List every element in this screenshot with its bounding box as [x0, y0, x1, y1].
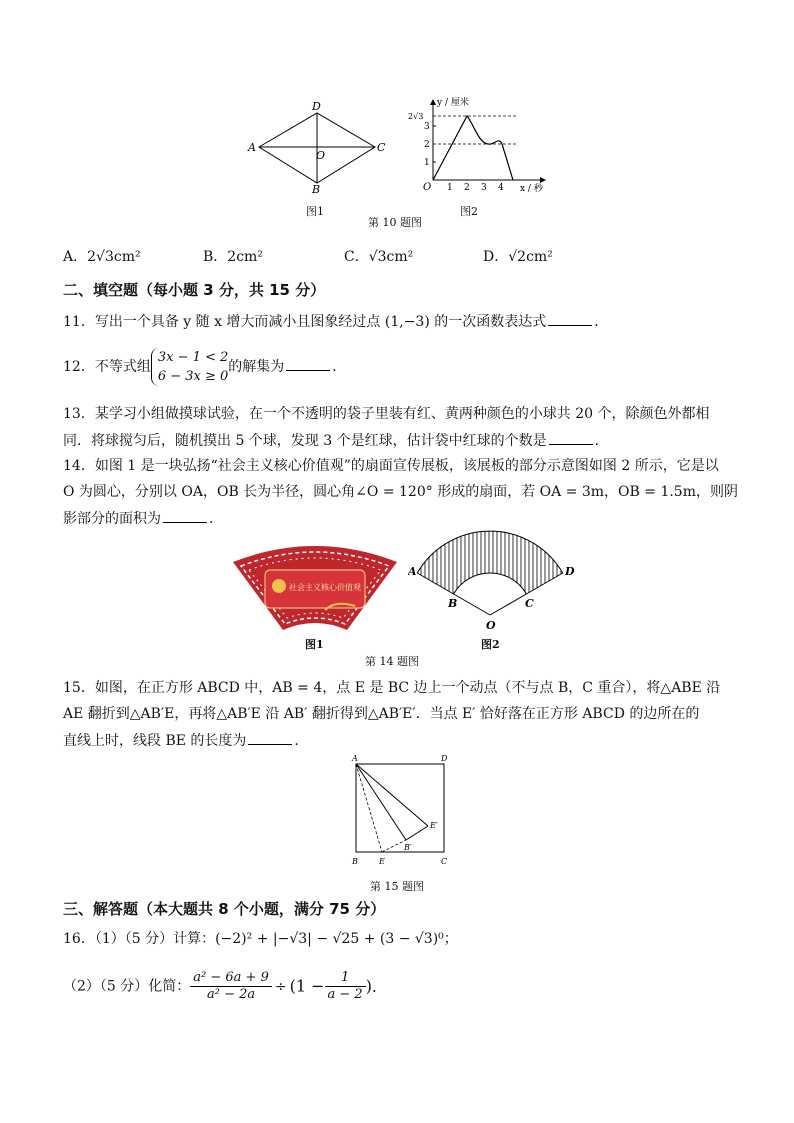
q13-end: ． [594, 433, 609, 449]
q15-caption: 第 15 题图 [370, 880, 424, 893]
q11 [63, 311, 608, 332]
q12-inequality-system [151, 348, 228, 386]
q14-line2: O 为圆心，分别以 OA，OB 长为半径，圆心角∠O = 120° 形成的扇面，若 OA = 3m，OB = 1.5m，则阴 [63, 484, 738, 500]
q10-ytick-1: 1 [424, 158, 430, 168]
q16-part1: 16．（1）（5 分）计算：(−2)² + |−√3| − √25 + (3 − √3)⁰； [63, 931, 458, 947]
q10-fig2-graph [405, 96, 555, 192]
q14-fig1-fan-board [225, 540, 405, 640]
q14-fig2-label-B: B [448, 597, 458, 610]
q10-option-d[interactable] [483, 246, 553, 266]
q15-label-E: E [379, 857, 385, 866]
q10-xtick-4: 4 [498, 183, 504, 192]
q15-answer-blank[interactable] [248, 730, 292, 745]
q10-option-b-text: 2cm² [227, 249, 263, 265]
q10-ytick-2: 2 [424, 140, 430, 150]
q12-ineq-2: 6 − 3x ≥ 0 [157, 369, 229, 384]
q15-end: ． [294, 733, 309, 749]
q11-end: ． [594, 314, 609, 330]
q10-group-caption: 第 10 题图 [368, 216, 422, 229]
q10-label-B: B [312, 183, 321, 195]
q10-origin-label: O [423, 182, 432, 192]
q10-ytick-2sqrt3: 2√3 [408, 112, 424, 121]
q14-fig2-label-O: O [486, 619, 496, 632]
q16-part2-label: （2）（5 分）化简： [63, 978, 191, 995]
q13-answer-blank[interactable] [549, 430, 593, 445]
q16-paren-close: )． [365, 976, 388, 996]
q11-answer-blank[interactable] [548, 311, 592, 326]
q15-line3-text: 直线上时，线段 BE 的长度为 [63, 733, 247, 749]
q16-fraction-1 [190, 970, 272, 1003]
q10-option-b-letter: B． [203, 249, 228, 265]
q15-label-D: D [441, 754, 448, 763]
q12-ineq-1: 3x − 1 < 2 [157, 350, 229, 365]
q15-fig-square [342, 752, 454, 874]
q15-label-B: B [352, 857, 358, 866]
q10-label-A: A [248, 141, 256, 154]
q12-answer-blank[interactable] [286, 356, 330, 371]
q14-fig1-caption: 图1 [305, 638, 324, 651]
q10-xtick-1: 1 [447, 183, 453, 192]
q15-label-B1: B′ [404, 843, 412, 852]
q10-fig2-caption: 图2 [460, 205, 478, 218]
q16-divide: ÷ [274, 978, 287, 995]
section3-title: 三、解答题（本大题共 8 个小题，满分 75 分） [63, 900, 386, 918]
q10-label-O: O [316, 149, 326, 162]
q14-answer-blank[interactable] [163, 508, 207, 523]
q14-end: ． [209, 511, 223, 527]
q12-text: 12．不等式组 [63, 359, 151, 375]
q10-option-c-letter: C． [344, 249, 369, 265]
q14-fig2-caption: 图2 [481, 638, 500, 651]
q14-fig2-label-C: C [525, 597, 534, 610]
q10-option-c[interactable] [344, 246, 413, 266]
q13-line2-text: 同．将球搅匀后，随机摸出 5 个球，发现 3 个是红球，估计袋中红球的个数是 [63, 433, 547, 449]
q10-fig1-rhombus [245, 100, 390, 195]
q10-label-C: C [377, 141, 386, 154]
q11-text: 11．写出一个具备 y 随 x 增大而减小且图象经过点 (1,−3) 的一次函数表达式 [63, 314, 547, 330]
q13-line2 [63, 430, 609, 451]
q15-label-C: C [441, 857, 448, 866]
q10-x-axis-label: x / 秒 [520, 184, 543, 192]
q15-line2: AE 翻折到△AB′E，再将△AB′E 沿 AB′ 翻折得到△AB′E′．当点 E′ 恰好落在正方形 ABCD 的边所在的 [63, 706, 700, 722]
q10-label-D: D [312, 100, 321, 113]
q14-line3-text: 影部分的面积为 [63, 511, 161, 527]
q14-line3 [63, 508, 223, 529]
q15-label-E1: E′ [430, 821, 438, 830]
q10-option-a[interactable] [63, 246, 141, 266]
q10-option-a-letter: A． [63, 249, 88, 265]
q10-option-d-letter: D． [483, 249, 509, 265]
q10-y-axis-label: y / 厘米 [437, 98, 469, 108]
section2-title: 二、填空题（每小题 3 分，共 15 分） [63, 281, 326, 299]
q16-frac2-denominator: a − 2 [327, 987, 363, 1002]
q10-xtick-3: 3 [481, 183, 487, 192]
q16-paren-open: (1 − [289, 976, 325, 996]
q10-option-d-text: √2cm² [508, 249, 553, 265]
q10-option-b[interactable] [203, 246, 263, 266]
q15-line1: 15．如图，在正方形 ABCD 中，AB = 4，点 E 是 BC 边上一个动点（不与点 B，C 重合），将△ABE 沿 [63, 680, 721, 696]
q12-end: ． [332, 359, 347, 375]
q16-fraction-2 [325, 970, 366, 1003]
q14-fig2-label-D: D [565, 565, 575, 578]
q15-label-A: A [352, 754, 358, 763]
q14-group-caption: 第 14 题图 [365, 655, 419, 668]
q10-xtick-2: 2 [464, 183, 470, 192]
q10-option-c-text: √3cm² [368, 249, 414, 265]
q16-frac2-numerator: 1 [325, 970, 366, 987]
q16-part2 [63, 970, 388, 1003]
q14-fig2-label-A: A [408, 565, 417, 578]
q16-frac1-denominator: a² − 2a [206, 987, 256, 1002]
q12 [63, 348, 346, 386]
q15-line3 [63, 730, 308, 751]
q14-fig2-sector [408, 530, 578, 635]
q12-text-b: 的解集为 [228, 359, 285, 375]
q10-fig1-caption: 图1 [306, 205, 324, 218]
q14-board-text: 社会主义核心价值观 [289, 583, 361, 592]
q10-option-a-text: 2√3cm² [87, 249, 141, 265]
q10-ytick-3: 3 [424, 122, 430, 132]
q13-line1: 13．某学习小组做摸球试验，在一个不透明的袋子里装有红、黄两种颜色的小球共 20 个，除颜色外都相 [63, 406, 710, 422]
q14-line1: 14．如图 1 是一块弘扬“社会主义核心价值观”的扇面宣传展板，该展板的部分示意图如图 2 所示，它是以 [63, 458, 719, 474]
q16-frac1-numerator: a² − 6a + 9 [190, 970, 272, 987]
